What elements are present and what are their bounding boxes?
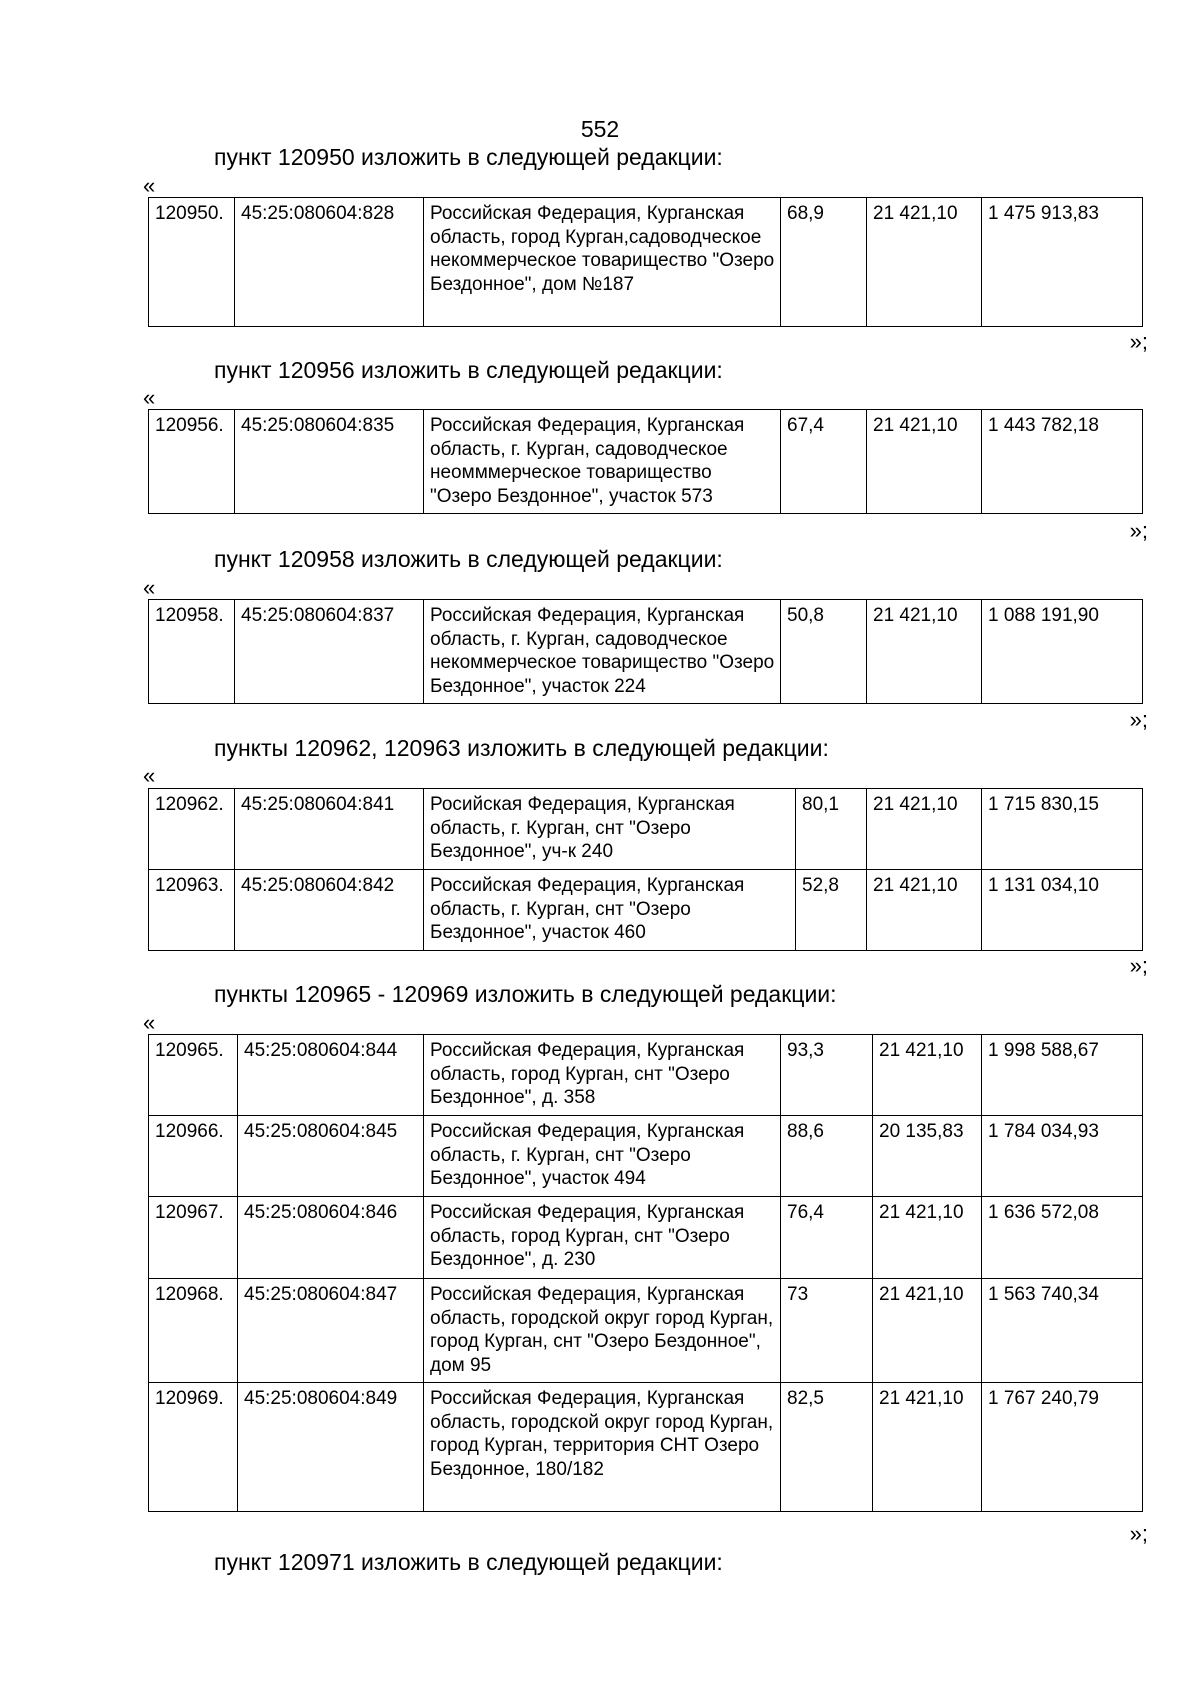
area: 93,3 (781, 1035, 873, 1116)
item-number: 120956. (149, 410, 235, 514)
unit-value: 21 421,10 (867, 600, 982, 704)
item-number: 120969. (149, 1383, 238, 1512)
area: 80,1 (796, 789, 867, 870)
section-heading: пункт 120971 изложить в следующей редакции: (214, 1549, 723, 1575)
entry-table (148, 788, 1143, 951)
table-row (149, 198, 1143, 327)
area: 52,8 (796, 870, 867, 951)
unit-value: 21 421,10 (873, 1279, 982, 1383)
cadastral-value: 1 636 572,08 (982, 1197, 1143, 1279)
item-number: 120963. (149, 870, 235, 951)
address: Российская Федерация, Курганская область, г. Курган, снт "Озеро Бездонное", участок 460 (424, 870, 796, 951)
unit-value: 20 135,83 (873, 1116, 982, 1197)
section-heading: пункт 120956 изложить в следующей редакции: (214, 357, 723, 383)
open-quote: « (143, 763, 156, 788)
area: 88,6 (781, 1116, 873, 1197)
cadastral-value: 1 443 782,18 (982, 410, 1143, 514)
address: Российская Федерация, Курганская область, город Курган, снт "Озеро Бездонное", д. 358 (424, 1035, 781, 1116)
cadastral-value: 1 767 240,79 (982, 1383, 1143, 1512)
item-number: 120965. (149, 1035, 238, 1116)
address: Российская Федерация, Курганская область, город Курган,садоводческое некоммерческое товарищество "Озеро Бездонное", дом №187 (424, 198, 781, 327)
cadastral-number: 45:25:080604:849 (238, 1383, 424, 1512)
item-number: 120958. (149, 600, 235, 704)
item-number: 120962. (149, 789, 235, 870)
address: Российская Федерация, Курганская область, г. Курган, садоводческое некоммерческое товарищество "Озеро Бездонное", участок 224 (424, 600, 781, 704)
page-number: 552 (580, 116, 620, 142)
cadastral-value: 1 088 191,90 (982, 600, 1143, 704)
table-row (149, 1279, 1143, 1383)
cadastral-number: 45:25:080604:841 (235, 789, 424, 870)
open-quote: « (143, 1010, 156, 1035)
close-quote: »; (1129, 953, 1148, 978)
close-quote: »; (1129, 1521, 1148, 1546)
address: Российская Федерация, Курганская область, городской округ город Курган, город Курган, территория СНТ Озеро Бездонное, 180/182 (424, 1383, 781, 1512)
area: 67,4 (781, 410, 867, 514)
section-heading: пункт 120950 изложить в следующей редакции: (214, 144, 723, 170)
unit-value: 21 421,10 (867, 410, 982, 514)
table-row (149, 1116, 1143, 1197)
cadastral-number: 45:25:080604:835 (235, 410, 424, 514)
entry-table (148, 599, 1143, 704)
section-heading: пункты 120965 - 120969 изложить в следующей редакции: (214, 981, 837, 1007)
area: 82,5 (781, 1383, 873, 1512)
cadastral-value: 1 131 034,10 (982, 870, 1143, 951)
item-number: 120967. (149, 1197, 238, 1279)
cadastral-value: 1 715 830,15 (982, 789, 1143, 870)
address: Российская Федерация, Курганская область, г. Курган, садоводческое неомммерческое товарищество "Озеро Бездонное", участок 573 (424, 410, 781, 514)
address: Росийская Федерация, Курганская область, г. Курган, снт "Озеро Бездонное", уч-к 240 (424, 789, 796, 870)
cadastral-number: 45:25:080604:828 (235, 198, 424, 327)
cadastral-number: 45:25:080604:837 (235, 600, 424, 704)
cadastral-value: 1 784 034,93 (982, 1116, 1143, 1197)
table-row (149, 789, 1143, 870)
table-row (149, 1035, 1143, 1116)
unit-value: 21 421,10 (867, 870, 982, 951)
address: Российская Федерация, Курганская область, г. Курган, снт "Озеро Бездонное", участок 494 (424, 1116, 781, 1197)
cadastral-number: 45:25:080604:847 (238, 1279, 424, 1383)
open-quote: « (143, 575, 156, 600)
cadastral-number: 45:25:080604:842 (235, 870, 424, 951)
cadastral-value: 1 563 740,34 (982, 1279, 1143, 1383)
address: Российская Федерация, Курганская область, городской округ город Курган, город Курган, снт "Озеро Бездонное", дом 95 (424, 1279, 781, 1383)
area: 50,8 (781, 600, 867, 704)
address: Российская Федерация, Курганская область, город Курган, снт "Озеро Бездонное", д. 230 (424, 1197, 781, 1279)
item-number: 120966. (149, 1116, 238, 1197)
close-quote: »; (1129, 518, 1148, 543)
cadastral-number: 45:25:080604:846 (238, 1197, 424, 1279)
section-heading: пункт 120958 изложить в следующей редакции: (214, 546, 723, 572)
entry-table (148, 1034, 1143, 1512)
table-row (149, 600, 1143, 704)
cadastral-value: 1 475 913,83 (982, 198, 1143, 327)
unit-value: 21 421,10 (867, 198, 982, 327)
item-number: 120968. (149, 1279, 238, 1383)
unit-value: 21 421,10 (867, 789, 982, 870)
open-quote: « (143, 385, 156, 410)
area: 76,4 (781, 1197, 873, 1279)
section-heading: пункты 120962, 120963 изложить в следующей редакции: (214, 735, 829, 761)
cadastral-number: 45:25:080604:845 (238, 1116, 424, 1197)
table-row (149, 1383, 1143, 1512)
table-row (149, 870, 1143, 951)
table-row (149, 410, 1143, 514)
cadastral-number: 45:25:080604:844 (238, 1035, 424, 1116)
open-quote: « (143, 173, 156, 198)
unit-value: 21 421,10 (873, 1383, 982, 1512)
close-quote: »; (1129, 329, 1148, 354)
entry-table (148, 409, 1143, 514)
area: 73 (781, 1279, 873, 1383)
item-number: 120950. (149, 198, 235, 327)
unit-value: 21 421,10 (873, 1035, 982, 1116)
unit-value: 21 421,10 (873, 1197, 982, 1279)
area: 68,9 (781, 198, 867, 327)
table-row (149, 1197, 1143, 1279)
entry-table (148, 197, 1143, 327)
cadastral-value: 1 998 588,67 (982, 1035, 1143, 1116)
close-quote: »; (1129, 707, 1148, 732)
